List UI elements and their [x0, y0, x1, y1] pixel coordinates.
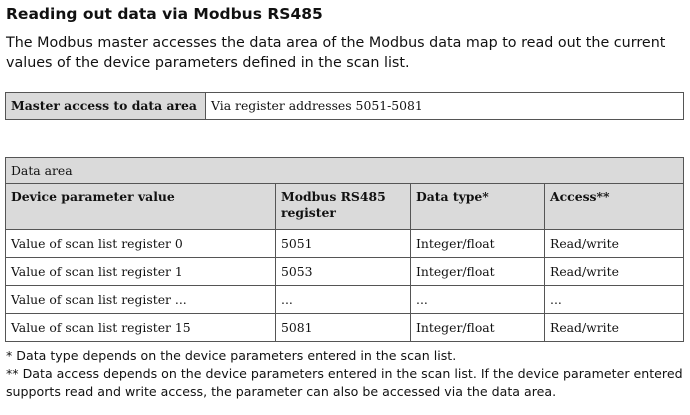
cell-access: Read/write	[545, 230, 684, 258]
cell-access: Read/write	[545, 314, 684, 342]
table-row	[6, 258, 684, 286]
data-area-title: Data area	[6, 158, 684, 184]
footnotes	[6, 347, 686, 401]
cell-data-type: Integer/float	[411, 230, 545, 258]
cell-device-parameter: Value of scan list register ...	[6, 286, 276, 314]
cell-register: 5053	[276, 258, 411, 286]
data-area-title-row	[6, 158, 684, 184]
cell-register: 5081	[276, 314, 411, 342]
master-access-value: Via register addresses 5051-5081	[206, 93, 684, 120]
cell-device-parameter: Value of scan list register 0	[6, 230, 276, 258]
cell-device-parameter: Value of scan list register 1	[6, 258, 276, 286]
master-access-row	[6, 93, 684, 120]
cell-data-type: ...	[411, 286, 545, 314]
data-area-header-row	[6, 184, 684, 230]
cell-data-type: Integer/float	[411, 258, 545, 286]
table-row	[6, 286, 684, 314]
section-heading: Reading out data via Modbus RS485	[6, 5, 323, 23]
cell-register: 5051	[276, 230, 411, 258]
cell-register: ...	[276, 286, 411, 314]
cell-access: ...	[545, 286, 684, 314]
intro-paragraph: The Modbus master accesses the data area of the Modbus data map to read out the current values of the device parameters defined in the scan list.	[6, 35, 666, 71]
header-access: Access**	[545, 184, 684, 230]
table-row	[6, 314, 684, 342]
cell-data-type: Integer/float	[411, 314, 545, 342]
header-data-type: Data type*	[411, 184, 545, 230]
header-device-parameter: Device parameter value	[6, 184, 276, 230]
table-row	[6, 230, 684, 258]
footnote-data-type: * Data type depends on the device parameters entered in the scan list.	[6, 348, 457, 363]
master-access-table	[5, 92, 684, 120]
cell-device-parameter: Value of scan list register 15	[6, 314, 276, 342]
footnote-access: ** Data access depends on the device parameters entered in the scan list. If the device parameter entered supports read and write access, the parameter can also be accessed via the data area.	[6, 366, 683, 399]
data-area-table	[5, 157, 684, 342]
header-modbus-register: Modbus RS485 register	[276, 184, 411, 230]
cell-access: Read/write	[545, 258, 684, 286]
master-access-label: Master access to data area	[6, 93, 206, 120]
